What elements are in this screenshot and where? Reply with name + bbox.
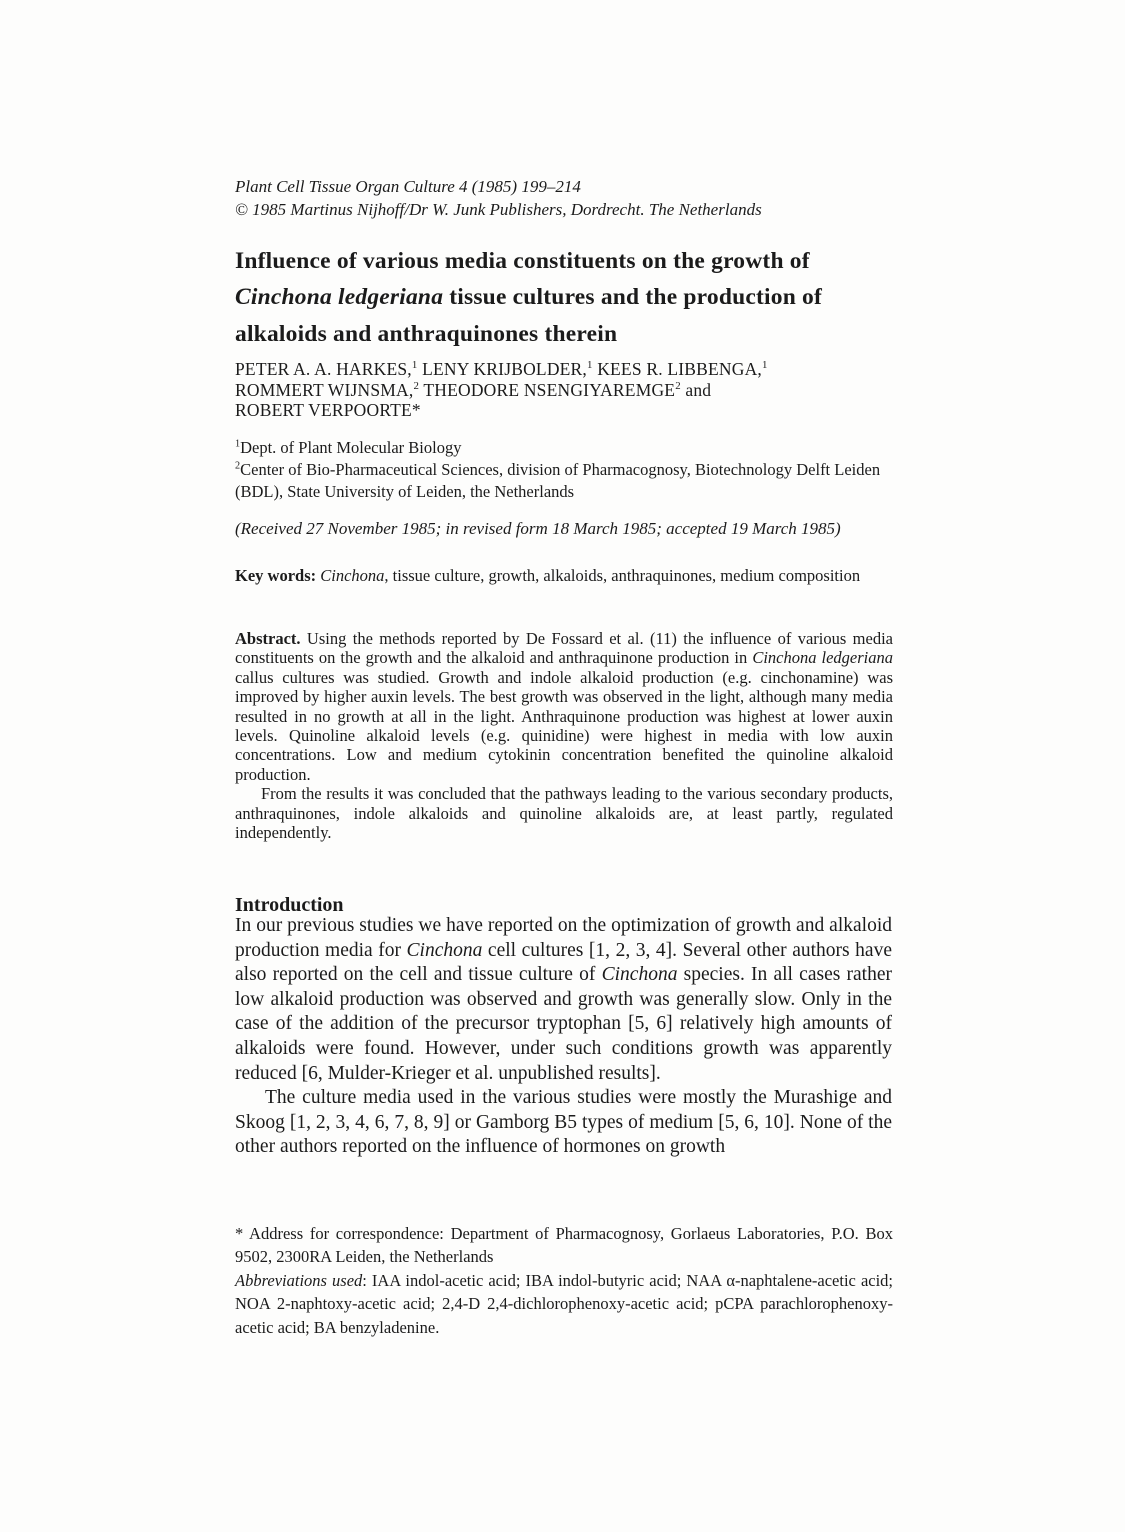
footnote: [235, 1222, 893, 1339]
abstract: [235, 629, 893, 842]
page-title: Influence of various media constituents on the growth of Cinchona ledgeriana tissue cultures and the production of alkaloids and anthraquinones therein: [235, 247, 823, 347]
introduction-paragraph-2: The culture media used in the various studies were mostly the Murashige and Skoog [1, 2, 3, 4, 6, 7, 8, 9] or Gamborg B5 types of medium [5, 6, 10]. None of the other authors reported on the influence of hormones on growth: [235, 1087, 892, 1158]
footnote-abbreviations: Abbreviations used: IAA indol-acetic acid; IBA indol-butyric acid; NAA α-naphtalene-acetic acid; NOA 2-naphtoxy-acetic acid; 2,4-D 2,4-dichlorophenoxy-acetic acid; pCPA parachlorophenoxy-acetic acid; BA benzyladenine.: [235, 1270, 894, 1337]
author-list: PETER A. A. HARKES,$^1$ LENY KRIJBOLDER,$^1$ KEES R. LIBBENGA,$^1$ ROMMERT WIJNSMA,$^2$ THEODORE NSENGIYAREMGE$^2$ and ROBERT VERPOORTE*: [235, 359, 768, 420]
journal-header: [235, 176, 915, 221]
introduction-body: [235, 914, 892, 1160]
received-dates: (Received 27 November 1985; in revised form 18 March 1985; accepted 19 March 1985): [235, 519, 841, 538]
introduction-heading: Introduction: [235, 893, 344, 916]
keywords: Key words: Cinchona, tissue culture, growth, alkaloids, anthraquinones, medium composition: [235, 566, 861, 585]
introduction-paragraph-1: In our previous studies we have reported on the optimization of growth and alkaloid production media for Cinchona cell cultures [1, 2, 3, 4]. Several other authors have also reported on the cell and tissue culture of Cinchona species. In all cases rather low alkaloid production was observed and growth was generally slow. Only in the case of the addition of the precursor tryptophan [5, 6] relatively high amounts of alkaloids were found. However, under such conditions growth was apparently reduced [6, Mulder-Krieger et al. unpublished results].: [235, 915, 892, 1084]
abstract-paragraph-1: Abstract. Using the methods reported by De Fossard et al. (11) the influence of various media constituents on the growth and the alkaloid and anthraquinone production in Cinchona ledgeriana callus cultures was studied. Growth and indole alkaloid production (e.g. cinchonamine) was improved by higher auxin levels. The best growth was observed in the light, although many media resulted in no growth at all in the light. Anthraquinone production was highest at lower auxin levels. Quinoline alkaloid levels (e.g. quinidine) were highest in media with low auxin concentrations. Low and medium cytokinin concentration benefited the quinoline alkaloid production.: [235, 629, 894, 784]
journal-copyright-line: © 1985 Martinus Nijhoff/Dr W. Junk Publishers, Dordrecht. The Netherlands: [235, 199, 762, 219]
affiliations: $^1$Dept. of Plant Molecular Biology $^2$Center of Bio-Pharmaceutical Sciences, division of Pharmacognosy, Biotechnology Delft Leiden (BDL), State University of Leiden, the Netherlands: [235, 438, 881, 501]
footnote-address: * Address for correspondence: Department of Pharmacognosy, Gorlaeus Laboratories, P.O. Box 9502, 2300RA Leiden, the Netherlands: [235, 1224, 893, 1267]
abstract-paragraph-2: From the results it was concluded that the pathways leading to the various secondary products, anthraquinones, indole alkaloids and quinoline alkaloids are, at least partly, regulated independently.: [235, 784, 893, 843]
journal-citation-line: Plant Cell Tissue Organ Culture 4 (1985) 199–214: [235, 177, 581, 196]
